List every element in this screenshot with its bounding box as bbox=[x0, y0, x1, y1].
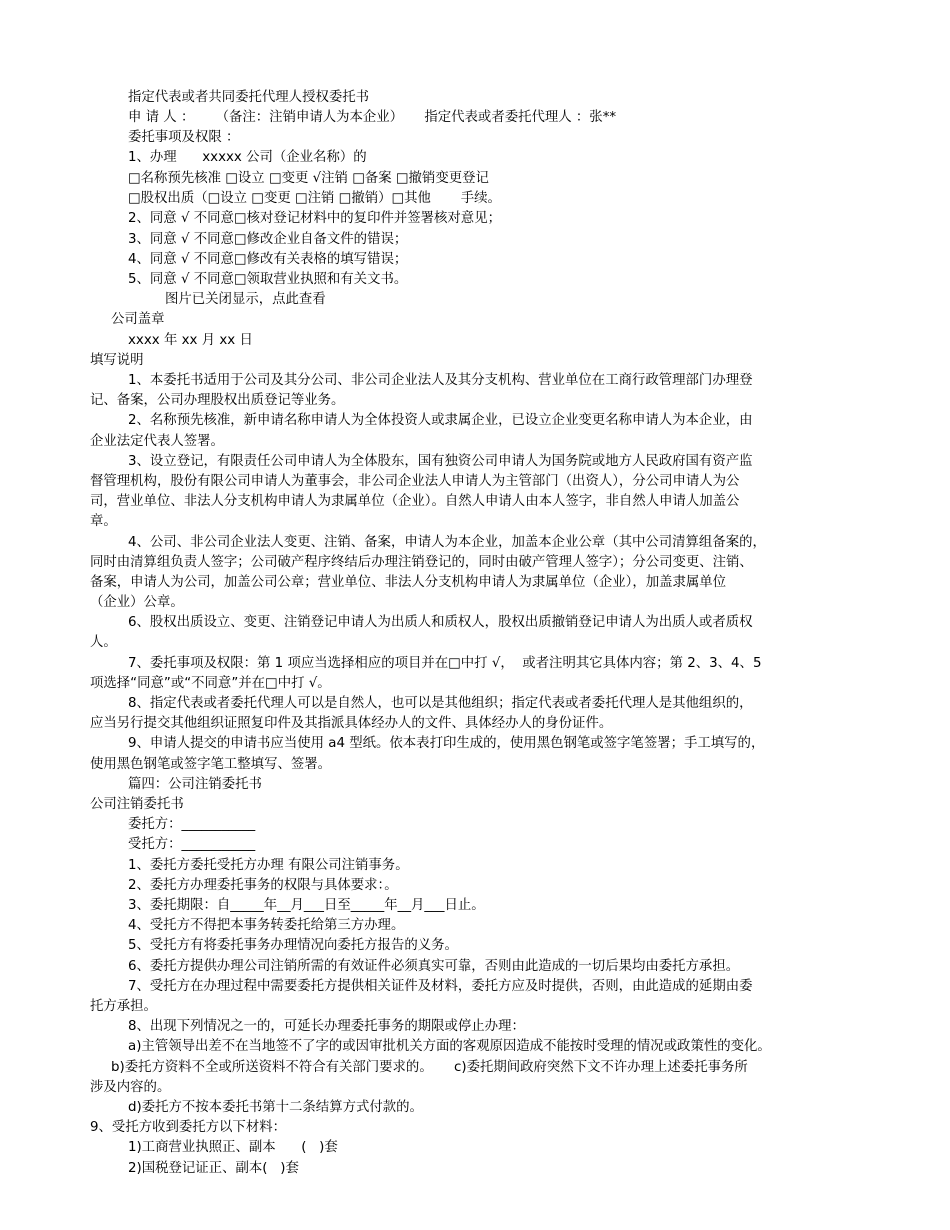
text-line: 8、出现下列情况之一的，可延长办理委托事务的期限或停止办理： bbox=[128, 1019, 525, 1034]
entrust-matters-heading: 委托事项及权限 ： bbox=[128, 130, 240, 145]
section-heading: 篇四：公司注销委托书 bbox=[128, 777, 262, 792]
text-line: b)委托方资料不全或所送资料不符合有关部门要求的。 c)委托期间政府突然下文不许办理上述委托事务所 bbox=[111, 1060, 748, 1075]
text-line: 2)国税登记证正、副本( )套 bbox=[128, 1161, 299, 1176]
image-placeholder-link[interactable]: 图片已关闭显示，点此查看 bbox=[165, 292, 326, 307]
text-line: 同时由清算组负责人签字；公司破产程序终结后办理注销登记的，同时由破产管理人签字）；分公司变更、注销、 bbox=[90, 555, 753, 570]
text-line: 司，营业单位、非法人分支机构申请人为隶属单位（企业）。自然人申请人由本人签字，非自然人申请人加盖公 bbox=[90, 494, 740, 509]
instructions-heading: 填写说明 bbox=[90, 353, 144, 368]
doc-title: 指定代表或者共同委托代理人授权委托书 bbox=[128, 90, 370, 105]
text-line: 1)工商营业执照正、副本 ( )套 bbox=[128, 1140, 338, 1155]
section-title: 公司注销委托书 bbox=[90, 797, 184, 812]
text-line: 2、委托方办理委托事务的权限与具体要求：。 bbox=[128, 878, 398, 893]
text-line: 涉及内容的。 bbox=[90, 1080, 171, 1095]
text-line: 3、委托期限：自_____年__月___日至_____年__月___日止。 bbox=[128, 898, 485, 913]
text-line: 3、设立登记，有限责任公司申请人为全体股东，国有独资公司申请人为国务院或地方人民政府国有资产监 bbox=[128, 454, 753, 469]
company-seal-label: 公司盖章 bbox=[111, 312, 165, 327]
text-line: 8、指定代表或者委托代理人可以是自然人，也可以是其他组织；指定代表或者委托代理人是其他组织的， bbox=[128, 696, 753, 711]
text-line: 7、受托方在办理过程中需要委托方提供相关证件及材料，委托方应及时提供，否则，由此造成的延期由委 bbox=[128, 979, 753, 994]
text-line: 企业法定代表人签署。 bbox=[90, 434, 224, 449]
agent-field: 受托方：___________ bbox=[128, 837, 256, 852]
text-line: 督管理机构，股份有限公司申请人为董事会，非公司企业法人申请人为主管部门（出资人），分公司申请人为公 bbox=[90, 474, 740, 489]
date-line: xxxx 年 xx 月 xx 日 bbox=[128, 333, 253, 348]
text-line: 应当另行提交其他组织证照复印件及其指派具体经办人的文件、具体经办人的身份证件。 bbox=[90, 716, 613, 731]
text-line: 项选择“同意”或“不同意”并在□中打 √。 bbox=[90, 676, 331, 691]
text-line: 人。 bbox=[90, 635, 117, 650]
text-line: □股权出质（□设立 □变更 □注销 □撤销）□其他 手续。 bbox=[128, 191, 501, 206]
text-line: 9、受托方收到委托方以下材料： bbox=[90, 1120, 286, 1135]
text-line: 备案，申请人为公司，加盖公司公章；营业单位、非法人分支机构申请人为隶属单位（企业），加盖隶属单位 bbox=[90, 575, 727, 590]
text-line: 1、委托方委托受托方办理 有限公司注销事务。 bbox=[128, 858, 409, 873]
text-line: 9、申请人提交的申请书应当使用 a4 型纸。依本表打印生成的，使用黑色钢笔或签字笔签署；手工填写的， bbox=[128, 736, 765, 751]
text-line: d)委托方不按本委托书第十二条结算方式付款的。 bbox=[128, 1100, 423, 1115]
text-line: 使用黑色钢笔或签字笔工整填写、签署。 bbox=[90, 757, 332, 772]
text-line: 记、备案，公司办理股权出质登记等业务。 bbox=[90, 393, 345, 408]
text-line: 2、名称预先核准，新申请名称申请人为全体投资人或隶属企业，已设立企业变更名称申请人为本企业，由 bbox=[128, 413, 753, 428]
text-line: 7、委托事项及权限：第 1 项应当选择相应的项目并在□中打 √， 或者注明其它具体内容；第 2、3、4、5 bbox=[128, 656, 762, 671]
text-line: 6、股权出质设立、变更、注销登记申请人为出质人和质权人，股权出质撤销登记申请人为出质人或者质权 bbox=[128, 615, 753, 630]
text-line: 4、公司、非公司企业法人变更、注销、备案，申请人为本企业，加盖本企业公章（其中公司清算组备案的， bbox=[128, 535, 766, 550]
text-line: 2、同意 √ 不同意□核对登记材料中的复印件并签署核对意见； bbox=[128, 211, 501, 226]
text-line: a)主管领导出差不在当地签不了字的或因审批机关方面的客观原因造成不能按时受理的情况或政策性的变化。 bbox=[128, 1039, 771, 1054]
text-line: 5、同意 √ 不同意□领取营业执照和有关文书。 bbox=[128, 272, 408, 287]
text-line: 4、受托方不得把本事务转委托给第三方办理。 bbox=[128, 918, 405, 933]
text-line: 1、本委托书适用于公司及其分公司、非公司企业法人及其分支机构、营业单位在工商行政管理部门办理登 bbox=[128, 373, 753, 388]
text-line: 5、受托方有将委托事务办理情况向委托方报告的义务。 bbox=[128, 938, 458, 953]
text-line: 3、同意 √ 不同意□修改企业自备文件的错误； bbox=[128, 232, 408, 247]
applicant-line: 申 请 人 ： （备注：注销申请人为本企业） 指定代表或者委托代理人 ：张** bbox=[128, 110, 617, 125]
text-line: （企业）公章。 bbox=[90, 595, 184, 610]
text-line: 托方承担。 bbox=[90, 999, 157, 1014]
text-line: 1、办理 xxxxx 公司（企业名称）的 bbox=[128, 150, 367, 165]
principal-field: 委托方：___________ bbox=[128, 817, 256, 832]
text-line: 6、委托方提供办理公司注销所需的有效证件必须真实可靠，否则由此造成的一切后果均由委托方承担。 bbox=[128, 959, 740, 974]
text-line: □名称预先核准 □设立 □变更 √注销 □备案 □撤销变更登记 bbox=[128, 171, 489, 186]
text-line: 4、同意 √ 不同意□修改有关表格的填写错误； bbox=[128, 252, 408, 267]
text-line: 章。 bbox=[90, 514, 117, 529]
